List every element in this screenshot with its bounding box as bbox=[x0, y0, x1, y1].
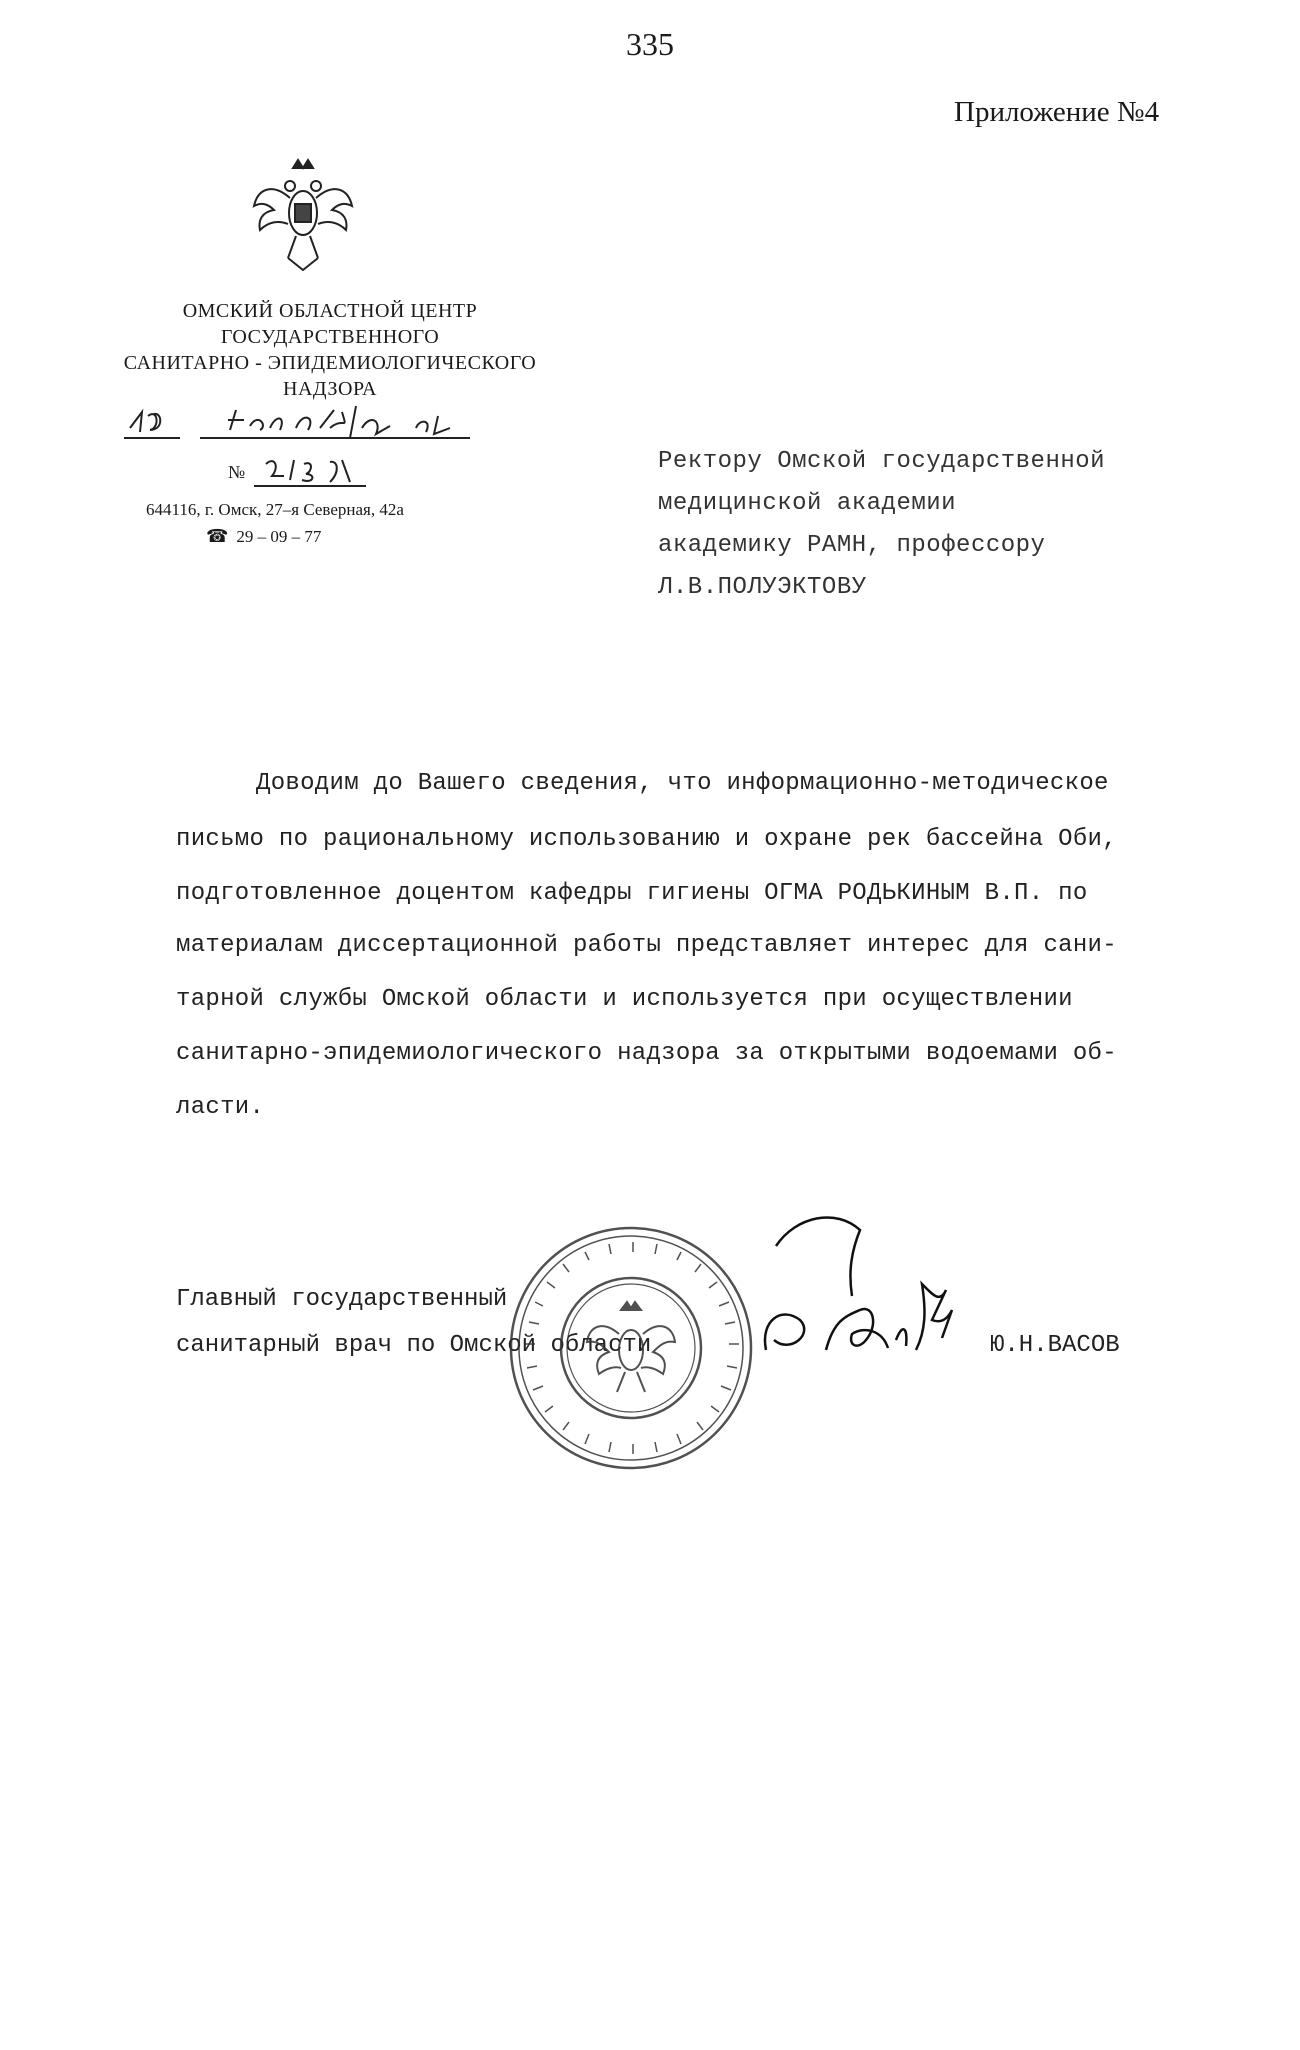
recipient-line4: Л.В.ПОЛУЭКТОВУ bbox=[658, 574, 867, 601]
page-number: 335 bbox=[626, 26, 674, 62]
official-seal-icon bbox=[505, 1222, 757, 1474]
coat-of-arms-icon bbox=[248, 158, 358, 278]
signature-icon bbox=[756, 1200, 986, 1370]
body-line4: материалам диссертационной работы представляет интерес для сани- bbox=[176, 932, 1117, 959]
org-name-line2: ГОСУДАРСТВЕННОГО bbox=[220, 326, 440, 348]
body-line5: тарной службы Омской области и используется при осуществлении bbox=[176, 986, 1073, 1013]
recipient-line2: медицинской академии bbox=[658, 490, 957, 517]
signatory-name: Ю.Н.ВАСОВ bbox=[990, 1332, 1120, 1359]
handwritten-date bbox=[120, 398, 500, 458]
telephone-icon: ☎ bbox=[206, 526, 229, 546]
body-line7: ласти. bbox=[176, 1094, 265, 1121]
recipient-line1: Ректору Омской государственной bbox=[658, 448, 1106, 475]
appendix-label: Приложение №4 bbox=[954, 96, 1160, 128]
body-line3: подготовленное доцентом кафедры гигиены ОГМА РОДЬКИНЫМ В.П. по bbox=[176, 880, 1088, 907]
org-name-line3: САНИТАРНО - ЭПИДЕМИОЛОГИЧЕСКОГО bbox=[123, 352, 537, 374]
body-line6: санитарно-эпидемиологического надзора за открытыми водоемами об- bbox=[176, 1040, 1117, 1067]
handwritten-number bbox=[250, 452, 370, 492]
org-name-line1: ОМСКИЙ ОБЛАСТНОЙ ЦЕНТР bbox=[182, 300, 478, 322]
signatory-title-line1: Главный государственный bbox=[176, 1286, 508, 1313]
org-name-line4: НАДЗОРА bbox=[283, 378, 377, 400]
recipient-line3: академику РАМН, профессору bbox=[658, 532, 1046, 559]
signatory-title-line2: санитарный врач по Омской области bbox=[176, 1332, 652, 1359]
phone bbox=[206, 526, 321, 547]
number-label: № bbox=[228, 462, 246, 482]
address: 644116, г. Омск, 27–я Северная, 42а bbox=[146, 500, 404, 519]
body-line2: письмо по рациональному использованию и охране рек бассейна Оби, bbox=[176, 826, 1117, 853]
body-line1: Доводим до Вашего сведения, что информационно-методическое bbox=[256, 770, 1109, 797]
phone-number: 29 – 09 – 77 bbox=[236, 527, 322, 546]
